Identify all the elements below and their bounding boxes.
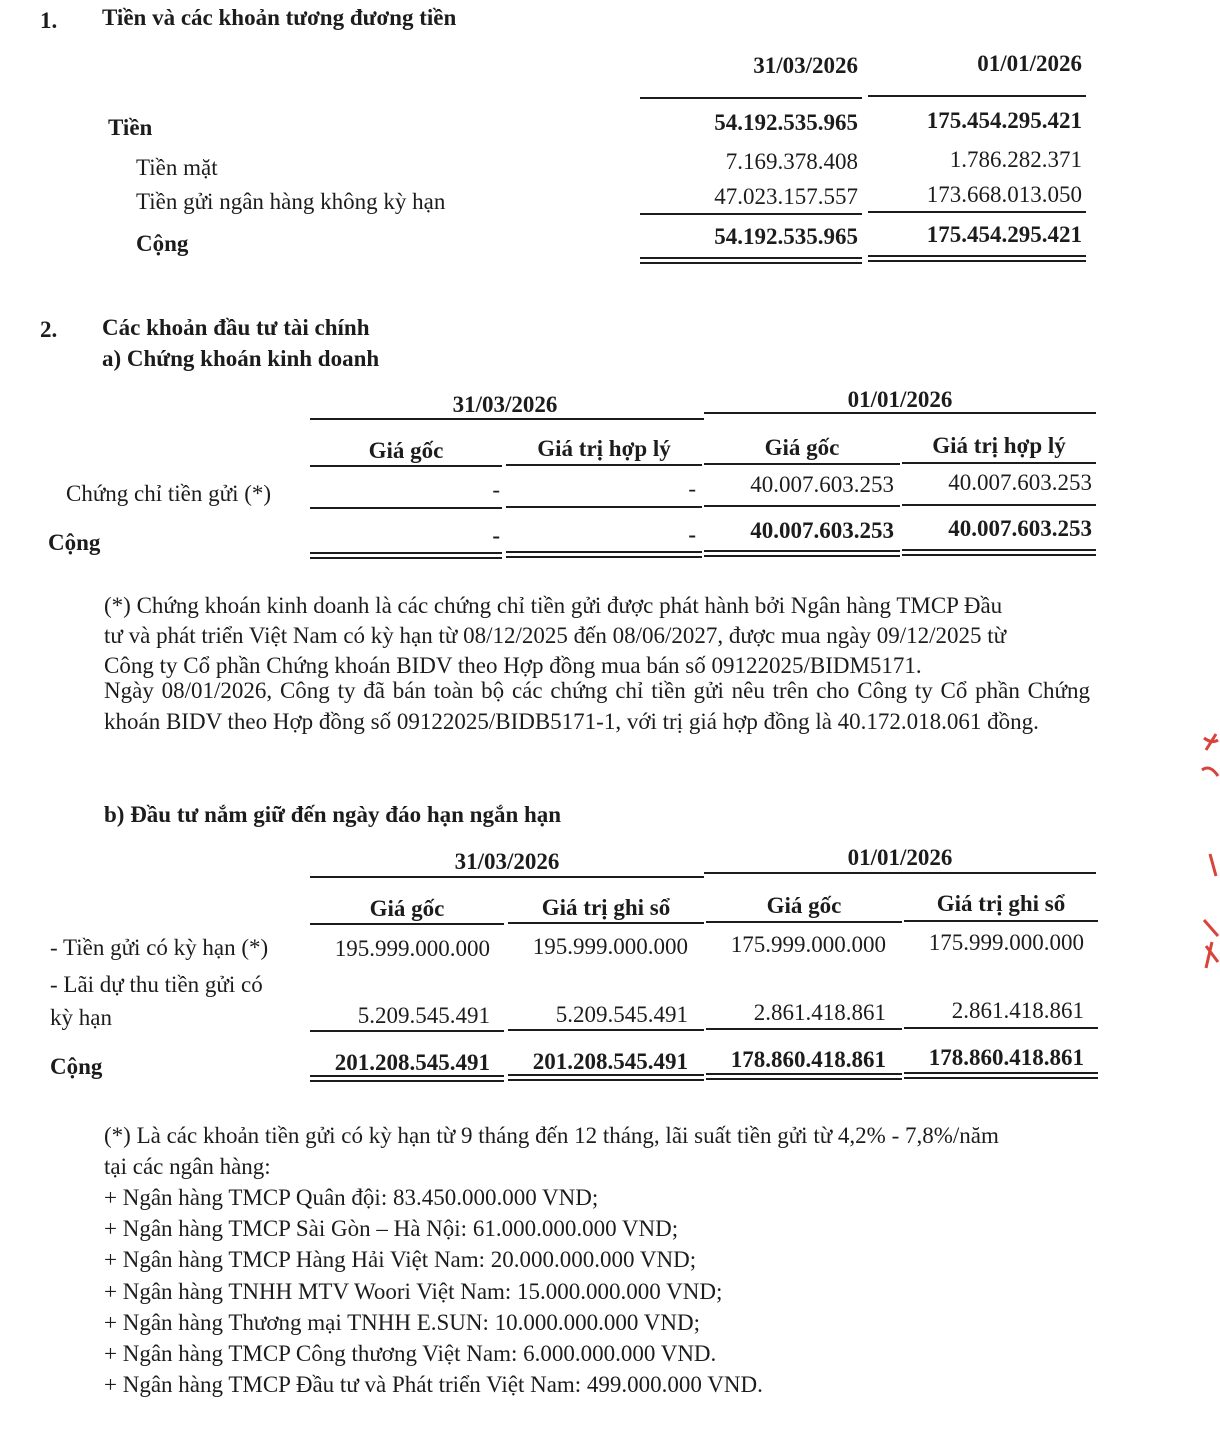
stamp-fragment	[1198, 730, 1220, 790]
rule	[310, 1030, 504, 1032]
cell-value: 178.860.418.861	[730, 1047, 886, 1072]
s2a-date1: 31/03/2026	[452, 392, 558, 417]
rule	[704, 412, 1096, 414]
section2-number: 2.	[40, 317, 58, 342]
list-item: + Ngân hàng TMCP Đầu tư và Phát triển Việt Nam: 499.000.000 VND.	[104, 1372, 763, 1398]
col-header: Giá trị hợp lý	[537, 436, 671, 461]
cell-value: 175.454.295.421	[926, 108, 1082, 133]
col-header: Giá trị ghi sổ	[936, 891, 1066, 916]
rule	[706, 1028, 902, 1030]
row-label: - Tiền gửi có kỳ hạn (*)	[50, 935, 269, 960]
rule	[640, 213, 862, 215]
s2b-date1: 31/03/2026	[454, 849, 560, 874]
section1-title: Tiền và các khoản tương đương tiền	[102, 5, 457, 30]
s1-col1-header: 31/03/2026	[753, 53, 858, 78]
row-label: - Lãi dự thu tiền gửi có	[50, 972, 263, 997]
row-label: Tiền	[108, 115, 153, 140]
cell-value: 195.999.000.000	[334, 936, 490, 961]
cell-value: -	[492, 523, 500, 548]
cell-value: -	[688, 522, 696, 547]
col-header: Giá gốc	[369, 896, 445, 921]
list-item: + Ngân hàng TMCP Công thương Việt Nam: 6.000.000.000 VND.	[104, 1341, 717, 1367]
cell-value: 201.208.545.491	[532, 1049, 688, 1074]
cell-value: 175.454.295.421	[926, 222, 1082, 247]
note-line: (*) Là các khoản tiền gửi có kỳ hạn từ 9 tháng đến 12 tháng, lãi suất tiền gửi từ 4,2% - 7,8%/năm	[104, 1123, 999, 1148]
col-header: Giá trị hợp lý	[932, 433, 1066, 458]
row-label: Tiền mặt	[136, 155, 218, 180]
note-line: Công ty Cổ phần Chứng khoán BIDV theo Hợp đồng mua bán số 09122025/BIDM5171.	[104, 653, 922, 678]
double-rule	[706, 1073, 902, 1080]
rule	[310, 876, 704, 878]
row-label: Cộng	[50, 1054, 103, 1079]
rule	[508, 922, 704, 924]
double-rule	[902, 549, 1096, 556]
cell-value: -	[688, 476, 696, 501]
double-rule	[310, 552, 502, 559]
double-rule	[506, 551, 702, 558]
note-paragraph: Ngày 08/01/2026, Công ty đã bán toàn bộ các chứng chỉ tiền gửi nêu trên cho Công ty Cổ phần Chứng khoán BIDV theo Hợp đồng số 09122025/BIDB5171-1, với trị giá hợp đồng là 40.172.018.061 đồng.	[104, 678, 1090, 734]
cell-value: 175.999.000.000	[730, 932, 886, 957]
list-item: + Ngân hàng TMCP Quân đội: 83.450.000.000 VND;	[104, 1185, 599, 1210]
rule	[704, 505, 900, 507]
row-label: Cộng	[136, 231, 189, 256]
cell-value: 40.007.603.253	[948, 470, 1092, 495]
section1-number: 1.	[40, 8, 58, 33]
rule	[640, 97, 862, 99]
cell-value: 201.208.545.491	[334, 1050, 490, 1075]
s1-col2-header: 01/01/2026	[977, 51, 1082, 76]
cell-value: 54.192.535.965	[714, 110, 858, 135]
cell-value: 2.861.418.861	[951, 998, 1084, 1023]
row-label: kỳ hạn	[50, 1005, 112, 1030]
note-line: tại các ngân hàng:	[104, 1154, 271, 1179]
col-header: Giá gốc	[368, 438, 444, 463]
rule	[704, 463, 900, 465]
cell-value: 5.209.545.491	[555, 1002, 688, 1027]
cell-value: 195.999.000.000	[532, 934, 688, 959]
bank-list	[104, 1182, 763, 1400]
s2b-date2: 01/01/2026	[847, 845, 953, 870]
rule	[310, 923, 504, 925]
cell-value: 2.861.418.861	[753, 1000, 886, 1025]
double-rule	[508, 1074, 704, 1081]
cell-value: 175.999.000.000	[928, 930, 1084, 955]
cell-value: 178.860.418.861	[928, 1045, 1084, 1070]
rule	[508, 1029, 704, 1031]
stamp-fragment	[1198, 850, 1220, 970]
col-header: Giá gốc	[766, 893, 842, 918]
list-item: + Ngân hàng Thương mại TNHH E.SUN: 10.000.000.000 VND;	[104, 1309, 700, 1335]
list-item: + Ngân hàng TMCP Sài Gòn – Hà Nội: 61.000.000.000 VND;	[104, 1216, 679, 1242]
note-line: (*) Chứng khoán kinh doanh là các chứng chỉ tiền gửi được phát hành bởi Ngân hàng TMCP Đầu	[104, 593, 1003, 618]
cell-value: 40.007.603.253	[750, 472, 894, 497]
rule	[904, 920, 1098, 922]
rule	[868, 95, 1086, 97]
note-line: tư và phát triển Việt Nam có kỳ hạn từ 08/12/2025 đến 08/06/2027, được mua ngày 09/12/2025 từ	[104, 623, 1007, 648]
section2-title: Các khoản đầu tư tài chính	[102, 315, 370, 340]
cell-value: -	[492, 477, 500, 502]
rule	[902, 462, 1096, 464]
section2a-title: a) Chứng khoán kinh doanh	[102, 346, 380, 371]
cell-value: 1.786.282.371	[949, 147, 1082, 172]
double-rule	[904, 1072, 1098, 1079]
rule	[506, 464, 702, 466]
rule	[310, 507, 502, 509]
double-rule	[310, 1075, 504, 1082]
rule	[704, 872, 1096, 874]
col-header: Giá gốc	[764, 435, 840, 460]
double-rule	[868, 255, 1086, 262]
row-label: Chứng chỉ tiền gửi (*)	[66, 481, 272, 506]
rule	[706, 921, 902, 923]
cell-value: 40.007.603.253	[750, 518, 894, 543]
cell-value: 47.023.157.557	[714, 184, 858, 209]
row-label: Cộng	[48, 530, 101, 555]
s2a-date2: 01/01/2026	[847, 387, 953, 412]
rule	[904, 1027, 1098, 1029]
rule	[310, 418, 704, 420]
rule	[868, 211, 1086, 213]
cell-value: 40.007.603.253	[948, 516, 1092, 541]
col-header: Giá trị ghi sổ	[541, 895, 671, 920]
section2b-title: b) Đầu tư nắm giữ đến ngày đáo hạn ngắn hạn	[104, 802, 562, 827]
rule	[310, 465, 502, 467]
row-label: Tiền gửi ngân hàng không kỳ hạn	[136, 189, 446, 214]
double-rule	[704, 550, 900, 557]
list-item: + Ngân hàng TMCP Hàng Hải Việt Nam: 20.000.000.000 VND;	[104, 1247, 697, 1273]
double-rule	[640, 257, 862, 264]
rule	[902, 504, 1096, 506]
cell-value: 54.192.535.965	[714, 224, 858, 249]
list-item: + Ngân hàng TNHH MTV Woori Việt Nam: 15.000.000.000 VND;	[104, 1278, 723, 1304]
rule	[506, 506, 702, 508]
cell-value: 7.169.378.408	[725, 149, 858, 174]
cell-value: 5.209.545.491	[357, 1003, 490, 1028]
cell-value: 173.668.013.050	[926, 182, 1082, 207]
